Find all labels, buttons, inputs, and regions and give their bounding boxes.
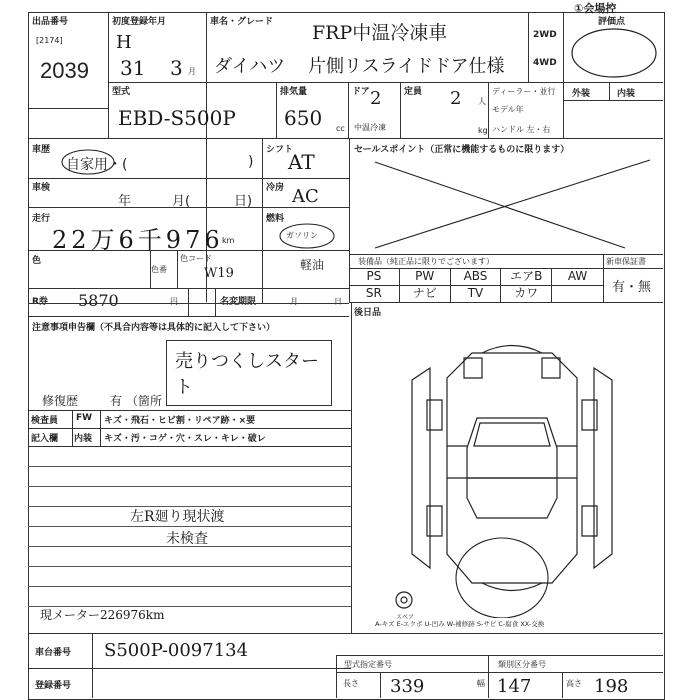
kg-unit: kg [478,126,488,135]
first-reg-month-unit: 月 [188,67,196,76]
wheel-rl [427,506,442,536]
ac-label: 冷房 [266,183,285,193]
equipment-item: ナビ [400,285,451,302]
equipment-item: カワ [501,285,552,302]
notes-stamp: 売りつくしスタート [166,340,332,406]
load-note: 中温冷凍 [354,123,386,132]
mileage-value: 22万6千976 [52,226,224,254]
displacement-label: 排気量 [280,87,308,97]
shift-value: AT [288,150,315,174]
equipment-item: AW [567,269,588,283]
colorcode-label: 色コード [180,254,212,263]
fuel-other: 軽油 [300,258,325,272]
first-reg-year: 31 [120,56,146,80]
chassis-label: 車台番号 [35,648,72,658]
color-label: 色 [32,256,42,266]
drive-4wd: 4WD [533,58,557,68]
vehicle-make: ダイハツ [214,56,286,77]
handwritten-line2: 未検査 [166,531,208,547]
usage-close: ) [248,154,254,170]
spare-label: スペア [396,614,415,621]
checker-row2-tag: 内装 [74,434,93,444]
lot-code: [2174] [36,36,63,45]
displacement-cc: cc [336,124,345,133]
inspection-year: 年 [118,194,132,209]
name-change-day: 日 [334,297,342,306]
usage-value: 自家用・( [66,157,128,173]
model-label: 型式 [112,87,131,97]
name-change-label: 名変期限 [220,297,257,307]
width-label: 幅 [477,679,485,688]
equipment-grid [349,268,603,302]
checker-row2: キズ・汚・コゲ・穴・スレ・キレ・破レ [104,434,266,444]
category-label: 類別区分番号 [498,660,546,669]
inspection-day: 日) [234,194,253,209]
model-value: EBD-S500P [118,106,236,130]
shift-label: シフト [266,145,294,155]
handwritten-line1: 左R廻り現状渡 [130,509,225,525]
vehicle-name-label: 車名・グレード [210,17,274,27]
mileage-unit: km [222,236,235,245]
wheel-fl [427,400,442,430]
checker-row1: キズ・飛石・ヒビ割・リペア跡・×要 [104,416,256,426]
door-label: ドア [352,87,370,97]
first-reg-label: 初度登録年月 [112,17,167,27]
manual-label: 新車保証書 [606,257,646,266]
grade-line2: 片側リスライドドア仕様 [308,56,505,77]
checker-row1-tag: FW [76,413,93,423]
handwritten-line3: 現メーター226976km [40,608,165,622]
repair-value: 有 [110,394,123,408]
venue-label: ①会場控 [574,2,617,15]
form-label: 型式指定番号 [344,660,392,669]
capacity-unit: 人 [478,97,486,106]
equipment-item: エアB [501,268,552,285]
wheel-rr [582,506,597,536]
grade-title: 評価点 [598,17,626,27]
inspection-month: 月( [172,194,191,209]
recycle-label: R券 [32,297,48,307]
length-value: 339 [390,676,425,697]
equipment-item: ABS [451,268,502,285]
fuel-label: 燃料 [266,214,285,224]
repair-place: （箇所 [126,394,163,408]
mileage-label: 走行 [32,214,51,224]
first-reg-era: H [116,32,132,53]
notes-label: 注意事項申告欄（不具合内容等は具体的に記入して下さい） [32,323,276,333]
car-diagram [352,318,663,618]
grade-exterior-label: 外装 [572,89,591,99]
lot-number: 2039 [40,58,89,83]
equipment-item: SR [349,285,400,302]
dealer-label: ディーラー・並行 [492,87,556,96]
grade-score-mark [566,24,662,82]
fuel-circle-mark [278,222,336,250]
width-value: 147 [497,676,532,697]
equipment-item [552,285,603,302]
wheel-fr [582,400,597,430]
drive-2wd: 2WD [533,30,557,40]
equipment-label: 装備品（純正品に限りでございます） [358,257,494,266]
displacement-value: 650 [284,106,323,130]
capacity-label: 定員 [404,87,423,97]
chassis-value: S500P-0097134 [104,640,249,661]
checker-label2: 記入欄 [31,434,59,444]
usage-label: 車歴 [32,145,51,155]
fuel-circled: ガソリン [286,231,318,240]
grade-interior-label: 内装 [617,89,636,99]
repair-label: 修復歴 [42,394,79,408]
first-reg-month: 3 [170,56,183,80]
colorcode-value: W19 [204,266,234,281]
capacity-value: 2 [450,88,462,109]
height-label: 高さ [566,679,582,688]
usage-circle-mark [60,148,116,176]
recycle-yen: 円 [170,297,178,306]
grade-line1: FRP中温冷凍車 [312,22,448,44]
sales-points-cross [350,152,663,252]
handle-label: ハンドル 左・右 [492,125,551,134]
equipment-item: PS [349,268,400,285]
height-value: 198 [594,676,629,697]
ac-value: AC [292,186,319,207]
model-year-label: モデル年 [492,105,524,114]
checker-label1: 検査員 [31,416,59,426]
color-code-label: 色番 [151,265,167,274]
door-value: 2 [370,88,382,109]
lot-label: 出品番号 [32,17,69,27]
inspection-label: 車検 [32,183,51,193]
rear-seat-label: 後日品 [354,308,382,318]
manual-value: 有・無 [612,280,652,295]
name-change-month: 月 [290,297,298,306]
registration-label: 登録番号 [35,681,72,691]
damage-legend: A-キズ E-エクボ U-凹み W-補修跡 S-サビ C-腐食 XX-交換 [375,620,545,628]
recycle-value: 5870 [78,291,119,310]
sales-points-label: セールスポイント（正常に機能するものに限ります） [354,145,570,155]
equipment-item: PW [400,268,451,285]
equipment-item: TV [451,285,502,302]
length-label: 長さ [343,679,359,688]
